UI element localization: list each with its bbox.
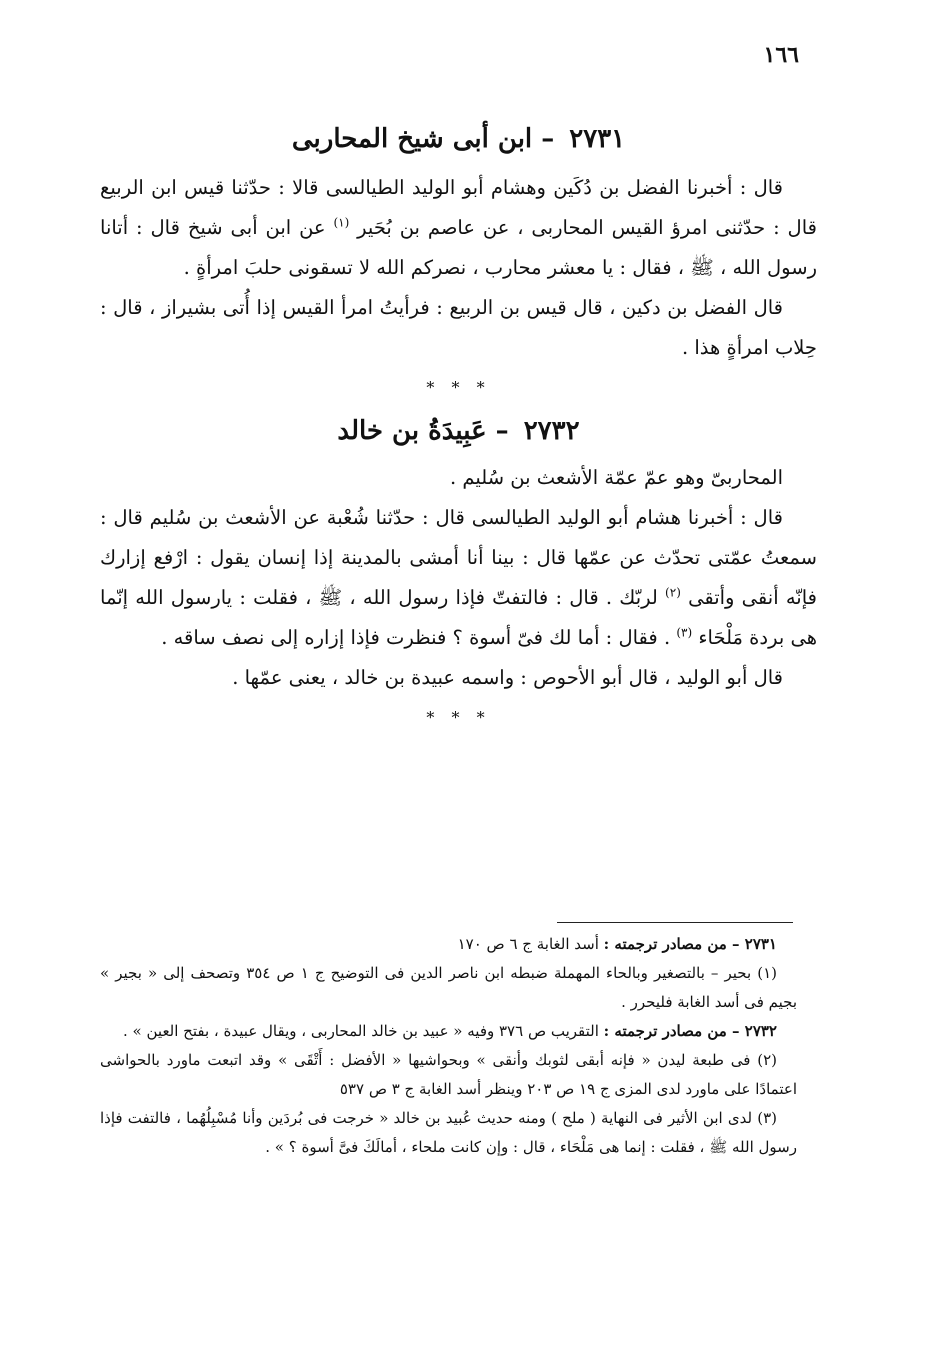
footnote-sources-2732 bbox=[100, 1017, 797, 1046]
footnote-3: (٣) لدى ابن الأثير فى النهاية ( ملح ) ومنه حديث عُبيد بن خالد « خرجت فى بُردَين وأنا مُسْبِلُهُما ، فالتفت فإذا رسول الله ﷺ ، فقلت : إنما هى مَلْحَاء ، قال : وإن كانت ملحاء ، أمالَكَ فىَّ أسوة ؟ » . bbox=[100, 1109, 797, 1156]
entry-number: ٢٧٣٢ bbox=[523, 416, 580, 446]
paragraph-text: قال : أخبرنا الفضل بن دُكَين وهشام أبو الوليد الطيالسى قالا : حدّثنا قيس ابن الربيع قال : حدّثنى امرؤ القيس المحاربى ، عن عاصم بن بُحَير bbox=[100, 176, 817, 239]
entry-2731-paragraph-1 bbox=[100, 168, 817, 288]
footnote-text: التقريب ص ٣٧٦ وفيه « عبيد بن خالد المحاربى ، ويقال عبيدة ، بفتح العين » . bbox=[123, 1022, 604, 1040]
entry-dash: – bbox=[541, 124, 555, 154]
entry-number: ٢٧٣١ bbox=[569, 124, 626, 154]
footnote-ref-1: (١) bbox=[333, 215, 350, 230]
paragraph-text: قال : أخبرنا هشام أبو الوليد الطيالسى قال : حدّثنا شُعْبة عن الأشعث بن سُليم قال : سمعتُ عمّتى تحدّث عن عمّها قال : بينا أنا أمشى بالمدينة إذا إنسان يقول : ارْفع إزارك فإنّه أنقى وأتقى bbox=[100, 506, 817, 609]
footnote-label: ٢٧٣١ – من مصادر ترجمته : bbox=[603, 935, 777, 953]
entry-2732-paragraph-2 bbox=[100, 498, 817, 658]
footnote-label: ٢٧٣٢ – من مصادر ترجمته : bbox=[603, 1022, 777, 1040]
footnotes bbox=[100, 930, 797, 1162]
entry-2732-paragraph-1: المحاربىّ وهو عمّ عمّة الأشعث بن سُليم . bbox=[450, 466, 783, 489]
entry-2731-paragraph-2: قال الفضل بن دكين ، قال قيس بن الربيع : فرأيتُ امرأ القيس إذا أُتى بشيراز ، قال : حِلاب امرأةٍ هذا . bbox=[100, 296, 817, 359]
entry-2732-paragraph-3: قال أبو الوليد ، قال أبو الأحوص : واسمه عبيدة بن خالد ، يعنى عمّها . bbox=[232, 666, 783, 689]
section-separator: * * * bbox=[426, 378, 491, 397]
footnote-2: (٢) فى طبعة ليدن « فإنه أبقى لثوبك وأنقى » وبحواشيها « الأفضل : أَتْقَى » وقد اتبعت ماورد بالحواشى اعتمادًا على ماورد لدى المزى ج ١٩ ص ٢٠٣ وينظر أسد الغابة ج ٣ ص ٥٣٧ bbox=[100, 1051, 797, 1098]
paragraph-text: . فقال : أما لك فىّ أسوة ؟ فنظرت فإذا إزاره إلى نصف ساقه . bbox=[161, 626, 677, 649]
entry-name: ابن أبى شيخ المحاربى bbox=[291, 124, 533, 154]
page-number: ١٦٦ bbox=[763, 42, 799, 68]
footnote-sources-2731 bbox=[100, 930, 797, 959]
paragraph-text: عن ابن أبى شيخ قال : أتانا رسول الله ، ﷺ ، فقال : يا معشر محارب ، نصركم الله لا تسقونى حلبَ امرأةٍ . bbox=[100, 216, 817, 279]
entry-dash: – bbox=[495, 416, 509, 446]
entry-title-2731 bbox=[100, 124, 817, 154]
footnote-ref-2: (٢) bbox=[665, 585, 681, 600]
footnote-1: (١) بحير – بالتصغير وبالحاء المهملة ضبطه ابن ناصر الدين فى التوضيح ج ١ ص ٣٥٤ وتصحف إلى « بجير » بجيم فى أسد الغابة فليحرر . bbox=[100, 964, 797, 1011]
footnote-ref-3: (٣) bbox=[676, 625, 693, 640]
entry-title-2732 bbox=[100, 416, 817, 446]
entry-name: عَبِيدَةُ بن خالد bbox=[337, 416, 487, 446]
footnote-text: أسد الغابة ج ٦ ص ١٧٠ bbox=[457, 935, 604, 953]
paragraph-text: لربّك . قال : فالتفتّ فإذا رسول الله ، ﷺ ، فقلت : يارسول الله إنّما هى بردة مَلْحَاء bbox=[100, 586, 817, 649]
section-separator: * * * bbox=[426, 708, 491, 727]
footnote-divider bbox=[557, 922, 793, 923]
